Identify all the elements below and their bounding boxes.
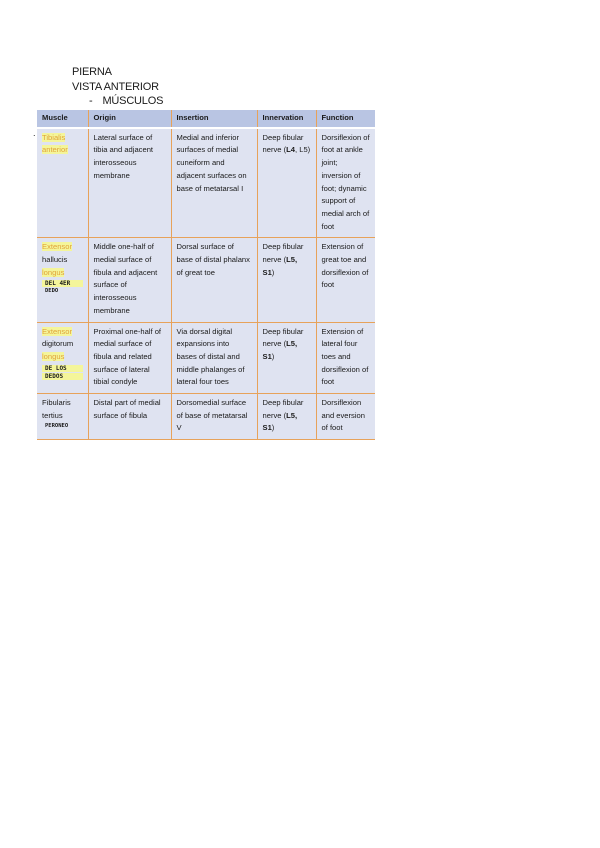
muscle-name-highlighted: longus	[42, 351, 65, 361]
innervation-cell	[257, 238, 316, 322]
innervation-text: , L5)	[295, 145, 311, 155]
list-dash: -	[89, 95, 93, 107]
col-header-function: Function	[316, 110, 375, 128]
handwritten-note: DE LOS	[42, 365, 83, 372]
muscle-cell	[37, 322, 88, 394]
spinal-segment: L4	[286, 145, 296, 155]
function-cell: Extension of lateral four toes and dorsiflexion of foot	[316, 322, 375, 394]
insertion-cell: Dorsal surface of base of distal phalanx of great toe	[171, 238, 257, 322]
origin-cell: Lateral surface of tibia and adjacent interosseous membrane	[88, 128, 171, 238]
muscle-name: Fibularis	[42, 398, 71, 408]
origin-cell: Middle one-half of medial surface of fibula and adjacent surface of interosseous membrane	[88, 238, 171, 322]
innervation-cell	[257, 394, 316, 440]
muscle-name-highlighted: Tibialis	[42, 132, 66, 142]
innervation-text: )	[271, 423, 275, 433]
handwritten-note: DEL 4ER	[42, 280, 83, 287]
innervation-cell	[257, 128, 316, 238]
col-header-insertion: Insertion	[171, 110, 257, 128]
muscle-name-highlighted: longus	[42, 267, 65, 277]
innervation-text: Deep fibular nerve (	[262, 398, 304, 420]
insertion-cell: Dorsomedial surface of base of metatarsal V	[171, 394, 257, 440]
muscle-cell	[37, 128, 88, 238]
innervation-cell	[257, 322, 316, 394]
page-subtitle: VISTA ANTERIOR	[72, 81, 159, 93]
muscle-name: tertius	[42, 410, 63, 420]
muscle-name: hallucis	[42, 255, 68, 265]
innervation-text: )	[271, 351, 275, 361]
section-heading	[89, 95, 163, 108]
table-row	[37, 322, 375, 394]
spinal-segment: L5, S1	[262, 410, 298, 433]
muscle-name-highlighted: Extensor	[42, 242, 72, 252]
handwritten-note: DEDOS	[42, 373, 83, 380]
handwritten-note: DEDO	[45, 288, 59, 295]
function-cell: Extension of great toe and dorsiflexion of foot	[316, 238, 375, 322]
insertion-cell: Via dorsal digital expansions into bases of distal and middle phalanges of lateral four toes	[171, 322, 257, 394]
muscle-cell	[37, 238, 88, 322]
page-title: PIERNA	[72, 66, 112, 78]
origin-cell: Distal part of medial surface of fibula	[88, 394, 171, 440]
col-header-origin: Origin	[88, 110, 171, 128]
innervation-text: Deep fibular nerve (	[262, 132, 304, 155]
origin-cell: Proximal one-half of medial surface of fibula and related surface of lateral tibial condyle	[88, 322, 171, 394]
innervation-text: )	[271, 267, 275, 277]
muscle-name-highlighted: Extensor	[42, 326, 72, 336]
muscle-name: digitorum	[42, 339, 74, 349]
col-header-innervation: Innervation	[257, 110, 316, 128]
innervation-text: Deep fibular nerve (	[262, 326, 304, 349]
section-label: MÚSCULOS	[102, 95, 164, 107]
muscles-table	[37, 110, 375, 440]
table-row	[37, 128, 375, 238]
muscle-cell	[37, 394, 88, 440]
table-row	[37, 394, 375, 440]
muscle-name-highlighted: anterior	[42, 145, 68, 155]
handwritten-note: PERONEO	[45, 423, 69, 430]
stray-mark: .	[33, 128, 36, 138]
spinal-segment: L5, S1	[262, 255, 298, 277]
col-header-muscle: Muscle	[37, 110, 88, 128]
function-cell: Dorsiflexion of foot at ankle joint; inversion of foot; dynamic support of medial arch of foot	[316, 128, 375, 238]
table-row	[37, 238, 375, 322]
innervation-text: Deep fibular nerve (	[262, 242, 304, 265]
function-cell: Dorsiflexion and eversion of foot	[316, 394, 375, 440]
insertion-cell: Medial and inferior surfaces of medial cuneiform and adjacent surfaces on base of metatarsal I	[171, 128, 257, 238]
spinal-segment: L5, S1	[262, 339, 298, 361]
table-header-row	[37, 110, 375, 128]
